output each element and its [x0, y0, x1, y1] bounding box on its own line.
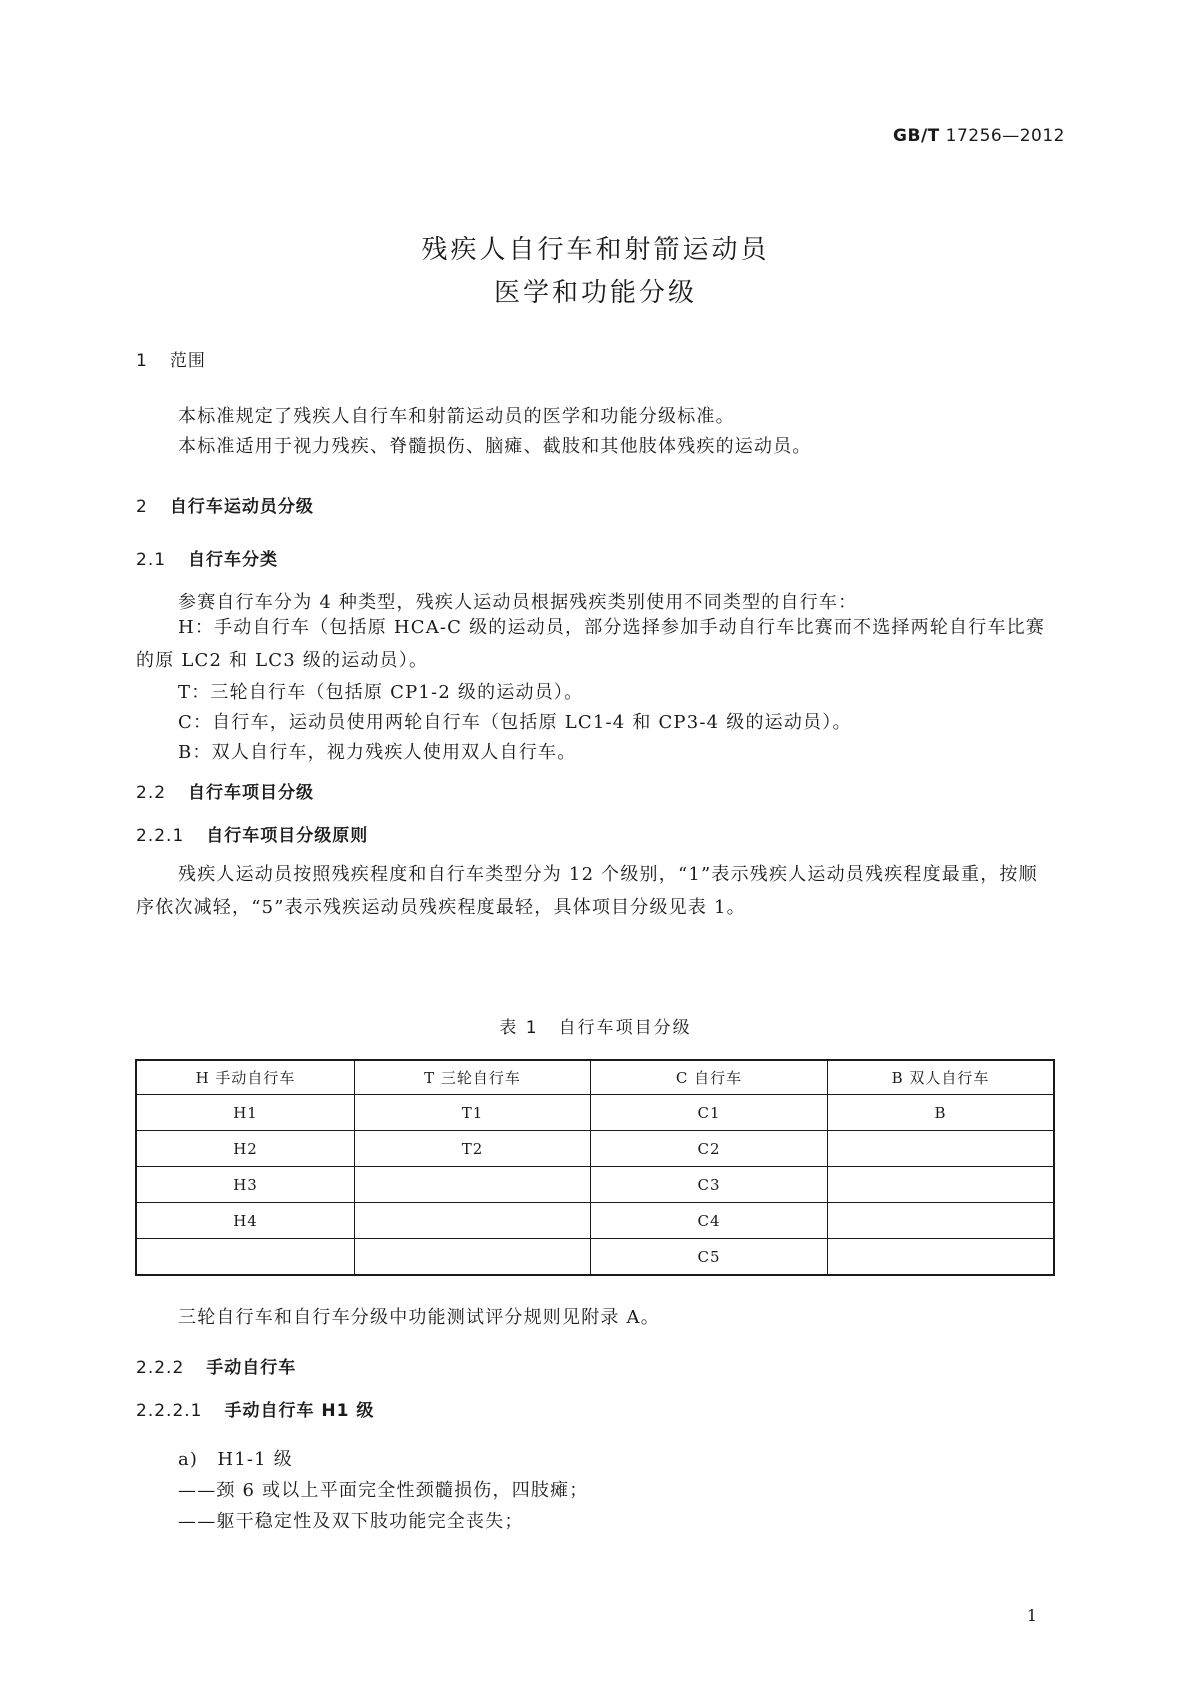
table-cell: H2 — [136, 1131, 355, 1167]
table-header-cell: T 三轮自行车 — [355, 1060, 591, 1095]
section-2-heading — [136, 492, 314, 517]
table-row — [136, 1167, 1054, 1203]
section-title: 自行车运动员分级 — [169, 497, 314, 517]
table-row — [136, 1131, 1054, 1167]
section-2-2-2-1-heading — [136, 1396, 374, 1421]
table-cell: T2 — [355, 1131, 591, 1167]
page-number: 1 — [1026, 1606, 1037, 1625]
section-title: 自行车项目分级 — [188, 783, 315, 803]
table-title: 自行车项目分级 — [558, 1018, 692, 1038]
section-number: 1 — [136, 351, 148, 371]
table-cell — [355, 1167, 591, 1203]
section-title: 自行车分类 — [188, 550, 279, 570]
table-cell: C1 — [591, 1095, 828, 1131]
table-cell: C3 — [591, 1167, 828, 1203]
section-number: 2.2.2 — [136, 1358, 185, 1378]
table-cell: C5 — [591, 1239, 828, 1276]
section-2-2-heading — [136, 778, 314, 803]
section-title: 自行车项目分级原则 — [206, 826, 369, 846]
section-1-heading — [136, 346, 206, 371]
table-cell: H3 — [136, 1167, 355, 1203]
section-2-1-heading — [136, 545, 278, 570]
list-item-a: a) H1-1 级 — [178, 1449, 293, 1470]
section-2-2-2-heading — [136, 1353, 296, 1378]
classification-t: T：三轮自行车（包括原 CP1-2 级的运动员）。 — [178, 682, 584, 703]
table-header-row — [136, 1060, 1054, 1095]
table-cell: H4 — [136, 1203, 355, 1239]
classification-b: B：双人自行车，视力残疾人使用双人自行车。 — [178, 742, 577, 763]
table-row — [136, 1239, 1054, 1276]
table-cell — [828, 1203, 1055, 1239]
section-title: 手动自行车 H1 级 — [224, 1401, 375, 1421]
section-number: 2.1 — [136, 550, 167, 570]
dash-item-1: ——颈 6 或以上平面完全性颈髓损伤，四肢瘫； — [178, 1480, 589, 1501]
table-cell — [355, 1203, 591, 1239]
table-cell — [136, 1239, 355, 1276]
table-number: 表 1 — [499, 1018, 539, 1038]
table-cell — [828, 1239, 1055, 1276]
appendix-reference: 三轮自行车和自行车分级中功能测试评分规则见附录 A。 — [178, 1307, 660, 1328]
document-title-line2: 医学和功能分级 — [493, 278, 697, 308]
scope-paragraph-1: 本标准规定了残疾人自行车和射箭运动员的医学和功能分级标准。 — [178, 406, 735, 427]
section-number: 2.2 — [136, 783, 167, 803]
classification-intro: 参赛自行车分为 4 种类型，残疾人运动员根据残疾类别使用不同类型的自行车： — [178, 592, 858, 613]
scope-paragraph-2: 本标准适用于视力残疾、脊髓损伤、脑瘫、截肢和其他肢体残疾的运动员。 — [178, 436, 812, 457]
table-header-cell: H 手动自行车 — [136, 1060, 355, 1095]
standard-code — [893, 126, 1065, 146]
table-header-cell: B 双人自行车 — [828, 1060, 1055, 1095]
section-number: 2.2.1 — [136, 826, 185, 846]
table-cell: C2 — [591, 1131, 828, 1167]
table-header-cell: C 自行车 — [591, 1060, 828, 1095]
table-cell: H1 — [136, 1095, 355, 1131]
standard-code-number: 17256—2012 — [945, 126, 1065, 146]
section-title: 范围 — [169, 351, 206, 371]
table-cell — [828, 1131, 1055, 1167]
document-title-line1: 残疾人自行车和射箭运动员 — [421, 235, 770, 265]
table-row — [136, 1203, 1054, 1239]
section-number: 2 — [136, 497, 148, 517]
grading-principle-paragraph: 残疾人运动员按照残疾程度和自行车类型分为 12 个级别，“1”表示残疾人运动员残疾程度最重，按顺序依次减轻，“5”表示残疾运动员残疾程度最轻，具体项目分级见表 1。 — [136, 864, 1038, 918]
dash-item-2: ——躯干稳定性及双下肢功能完全丧失； — [178, 1511, 524, 1532]
section-number: 2.2.2.1 — [136, 1401, 203, 1421]
table-row — [136, 1095, 1054, 1131]
classification-c: C：自行车，运动员使用两轮自行车（包括原 LC1-4 和 CP3-4 级的运动员）。 — [178, 712, 852, 733]
table-cell: B — [828, 1095, 1055, 1131]
table-cell — [355, 1239, 591, 1276]
table-cell — [828, 1167, 1055, 1203]
section-title: 手动自行车 — [206, 1358, 297, 1378]
table-cell: T1 — [355, 1095, 591, 1131]
classification-h: H：手动自行车（包括原 HCA-C 级的运动员，部分选择参加手动自行车比赛而不选择两轮自行车比赛的原 LC2 和 LC3 级的运动员）。 — [136, 617, 1046, 671]
standard-code-prefix: GB/T — [893, 126, 940, 146]
table-cell: C4 — [591, 1203, 828, 1239]
section-2-2-1-heading — [136, 821, 368, 846]
bicycle-grading-table — [135, 1059, 1055, 1276]
table-1-caption — [0, 1013, 1191, 1038]
